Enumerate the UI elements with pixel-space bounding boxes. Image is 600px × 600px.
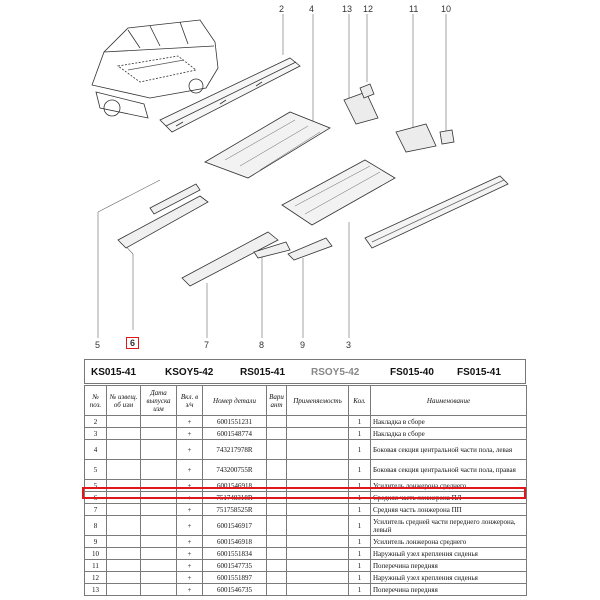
callout-7: 7: [204, 340, 210, 350]
cell-qty: 1: [349, 548, 371, 560]
part-5-6-members: [118, 184, 208, 248]
cell-pos: 5: [85, 480, 107, 492]
cell-part: 6001547735: [203, 560, 267, 572]
cell-name: Усилитель лонжерона среднего: [371, 480, 527, 492]
callout-12: 12: [363, 4, 374, 14]
cell-qty: 1: [349, 460, 371, 480]
cell-name: Средняя часть лонжерона ПЛ: [371, 492, 527, 504]
cell-name: Боковая секция центральной части пола, правая: [371, 460, 527, 480]
callout-13: 13: [342, 4, 353, 14]
cell-part: 6001546917: [203, 516, 267, 536]
model-codes-bar: [84, 359, 526, 384]
cell-qty: 1: [349, 536, 371, 548]
callout-6-highlighted: 6: [126, 337, 139, 349]
cell-qty: 1: [349, 492, 371, 504]
parts-table-wrap: [84, 385, 526, 596]
cell-name: Поперечина передняя: [371, 560, 527, 572]
cell-plus: +: [177, 416, 203, 428]
header-spare: Вкл. в з/ч: [177, 386, 203, 416]
cell-qty: 1: [349, 516, 371, 536]
table-row[interactable]: [85, 548, 527, 560]
cell-plus: +: [177, 504, 203, 516]
brackets: [344, 84, 454, 152]
header-notice: № извещ. об изм: [107, 386, 141, 416]
cell-plus: +: [177, 584, 203, 596]
table-row[interactable]: [85, 516, 527, 536]
part-3-rocker: [365, 176, 508, 248]
header-part-number: Номер детали: [203, 386, 267, 416]
callout-2: 2: [279, 4, 285, 14]
callout-8: 8: [259, 340, 265, 350]
cell-plus: +: [177, 440, 203, 460]
table-row[interactable]: [85, 460, 527, 480]
table-row[interactable]: [85, 504, 527, 516]
cell-part: 6001546918: [203, 536, 267, 548]
cell-qty: 1: [349, 504, 371, 516]
cell-name: Наружный узел крепления сиденья: [371, 572, 527, 584]
cell-pos: 7: [85, 504, 107, 516]
cell-part: 6001546735: [203, 584, 267, 596]
cell-pos: 6: [85, 492, 107, 504]
cell-part: 743200755R: [203, 460, 267, 480]
cell-plus: +: [177, 460, 203, 480]
model-code: FS015-40: [390, 367, 434, 378]
cell-plus: +: [177, 428, 203, 440]
cell-pos: 9: [85, 536, 107, 548]
cell-plus: +: [177, 492, 203, 504]
cell-part: 6001551897: [203, 572, 267, 584]
cell-part: 751758525R: [203, 504, 267, 516]
cell-part: 6001551834: [203, 548, 267, 560]
table-row[interactable]: [85, 416, 527, 428]
cell-plus: +: [177, 480, 203, 492]
table-row[interactable]: [85, 440, 527, 460]
header-date: Дата выпуска изм: [141, 386, 177, 416]
part-4-center-floor: [205, 112, 330, 178]
cell-pos: 5: [85, 460, 107, 480]
parts-table: [84, 385, 527, 596]
cell-name: Накладка в сборе: [371, 428, 527, 440]
cell-part: 6001548774: [203, 428, 267, 440]
cell-plus: +: [177, 572, 203, 584]
header-pos: № поз.: [85, 386, 107, 416]
callout-4: 4: [309, 4, 315, 14]
cell-name: Усилитель средней части переднего лонжерона, левый: [371, 516, 527, 536]
cell-name: Средняя часть лонжерона ПП: [371, 504, 527, 516]
callout-3: 3: [346, 340, 352, 350]
cell-pos: 2: [85, 416, 107, 428]
part-3-rear-floor: [282, 160, 395, 225]
cell-name: Усилитель лонжерона среднего: [371, 536, 527, 548]
cell-qty: 1: [349, 572, 371, 584]
cell-pos: 12: [85, 572, 107, 584]
table-row[interactable]: [85, 572, 527, 584]
model-code: RSOY5-42: [311, 367, 360, 378]
callout-11: 11: [409, 4, 419, 14]
model-code: RS015-41: [240, 367, 286, 378]
cell-pos: 11: [85, 560, 107, 572]
cell-name: Поперечина передняя: [371, 584, 527, 596]
cell-plus: +: [177, 536, 203, 548]
cell-qty: 1: [349, 428, 371, 440]
cell-pos: 3: [85, 428, 107, 440]
cell-name: Наружный узел крепления сиденья: [371, 548, 527, 560]
model-code: KS015-41: [91, 367, 137, 378]
table-row[interactable]: [85, 536, 527, 548]
model-code: FS015-41: [457, 367, 501, 378]
cell-qty: 1: [349, 416, 371, 428]
callout-10: 10: [441, 4, 452, 14]
cell-plus: +: [177, 560, 203, 572]
part-7-8-9: [182, 232, 332, 286]
cell-qty: 1: [349, 560, 371, 572]
cell-qty: 1: [349, 440, 371, 460]
cell-qty: 1: [349, 480, 371, 492]
cell-plus: +: [177, 516, 203, 536]
table-header: [85, 386, 527, 416]
cell-part: 6001551231: [203, 416, 267, 428]
table-row[interactable]: [85, 560, 527, 572]
cell-plus: +: [177, 548, 203, 560]
cell-pos: 8: [85, 516, 107, 536]
cell-name: Боковая секция центральной части пола, левая: [371, 440, 527, 460]
header-qty: Кол.: [349, 386, 371, 416]
cell-pos: 4: [85, 440, 107, 460]
table-row[interactable]: [85, 584, 527, 596]
callout-5: 5: [95, 340, 101, 350]
cell-part: 751748318R: [203, 492, 267, 504]
model-code: KSOY5-42: [165, 367, 214, 378]
header-name: Наименование: [371, 386, 527, 416]
cell-name: Накладка в сборе: [371, 416, 527, 428]
cell-pos: 13: [85, 584, 107, 596]
cell-part: 743217978R: [203, 440, 267, 460]
table-row[interactable]: [85, 480, 527, 492]
header-applicability: Применяемость: [287, 386, 349, 416]
cell-pos: 10: [85, 548, 107, 560]
callout-9: 9: [300, 340, 306, 350]
header-variant: Вари ант: [267, 386, 287, 416]
cell-qty: 1: [349, 584, 371, 596]
table-row-highlighted[interactable]: [85, 492, 527, 504]
table-row[interactable]: [85, 428, 527, 440]
cell-part: 6001546918: [203, 480, 267, 492]
